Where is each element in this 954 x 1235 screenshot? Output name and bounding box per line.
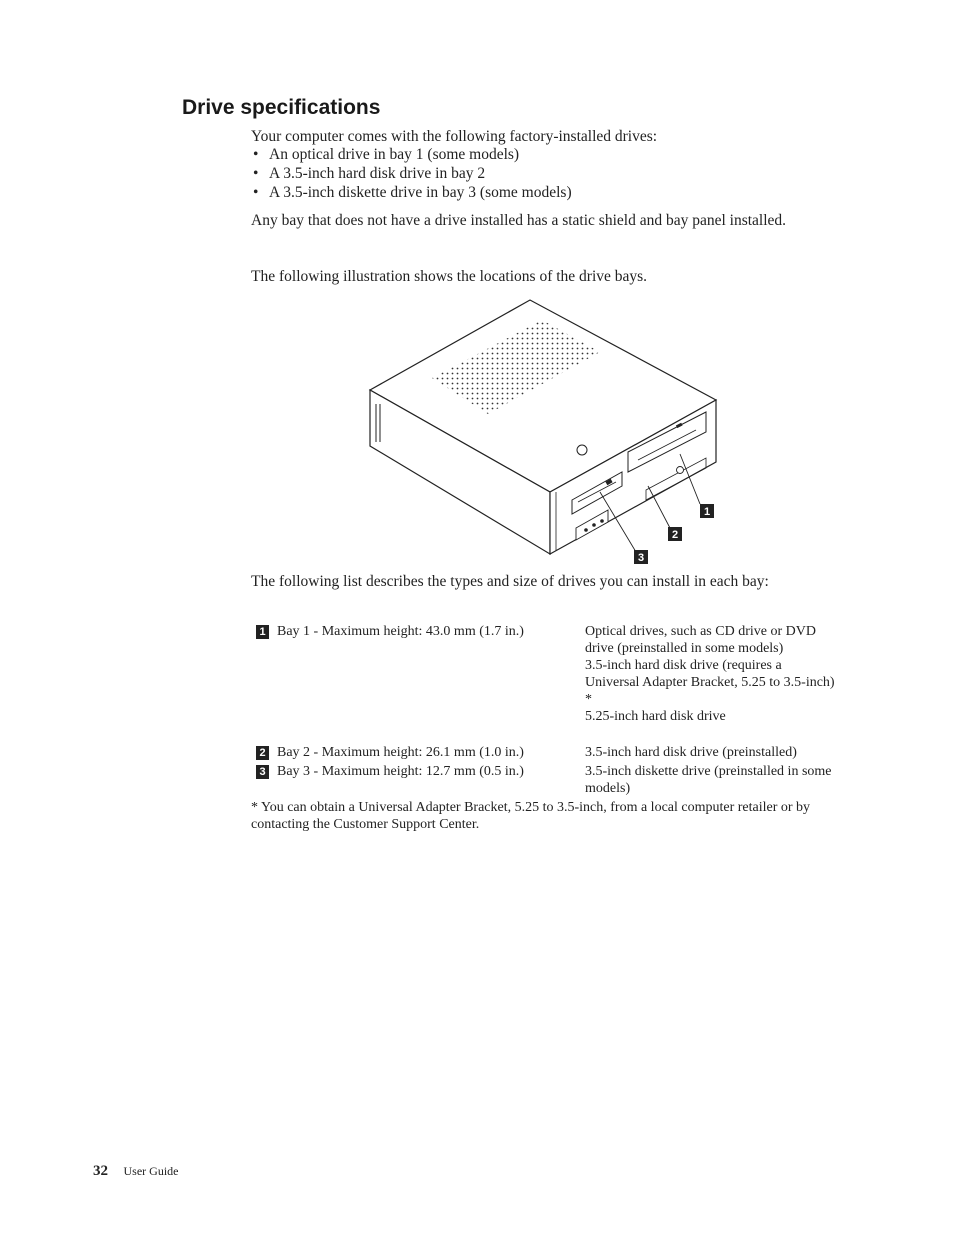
list-item: • A 3.5-inch diskette drive in bay 3 (some models) — [253, 184, 572, 201]
bay-height: Bay 1 - Maximum height: 43.0 mm (1.7 in.) — [277, 624, 524, 639]
callout-number: 2 — [256, 746, 269, 760]
drive-bays-illustration — [360, 296, 720, 566]
svg-text:3: 3 — [637, 552, 645, 564]
callout-2 — [668, 527, 682, 541]
svg-text:2: 2 — [671, 529, 679, 541]
footer-title: User Guide — [123, 1164, 179, 1178]
bay-height: Bay 2 - Maximum height: 26.1 mm (1.0 in.) — [277, 745, 524, 760]
list-item: • An optical drive in bay 1 (some models) — [253, 146, 520, 163]
shield-paragraph: Any bay that does not have a drive installed has a static shield and bay panel installed. — [251, 212, 787, 229]
list-intro-paragraph: The following list describes the types and size of drives you can install in each bay: — [251, 573, 769, 590]
drive-list — [251, 145, 572, 202]
list-item: • A 3.5-inch hard disk drive in bay 2 — [253, 165, 486, 182]
page-number: 32 — [93, 1163, 108, 1179]
bay-description: Optical drives, such as CD drive or DVD drive (preinstalled in some models) 3.5-inch hard disk drive (requires a Universal Adapter Bracket, 5.25 to 3.5-inch) * 5.25-inch hard disk drive — [585, 624, 835, 724]
bullet-icon: • — [253, 146, 259, 163]
bay-description: 3.5-inch diskette drive (preinstalled in some models) — [585, 764, 832, 796]
page-footer — [93, 1163, 178, 1180]
page-title: Drive specifications — [182, 96, 381, 119]
bay-description: 3.5-inch hard disk drive (preinstalled) — [585, 745, 797, 760]
illustration-paragraph: The following illustration shows the locations of the drive bays. — [251, 268, 648, 285]
callout-number: 1 — [256, 625, 269, 639]
bay-height: Bay 3 - Maximum height: 12.7 mm (0.5 in.) — [277, 764, 524, 779]
intro-text: Your computer comes with the following factory-installed drives: — [251, 128, 658, 145]
callout-number: 3 — [256, 765, 269, 779]
callout-1 — [700, 504, 714, 518]
footnote: * You can obtain a Universal Adapter Bracket, 5.25 to 3.5-inch, from a local computer retailer or by contacting the Customer Support Center. — [251, 800, 811, 832]
bullet-icon: • — [253, 184, 259, 201]
callout-3 — [634, 550, 648, 564]
bullet-icon: • — [253, 165, 259, 182]
svg-text:1: 1 — [703, 506, 711, 518]
